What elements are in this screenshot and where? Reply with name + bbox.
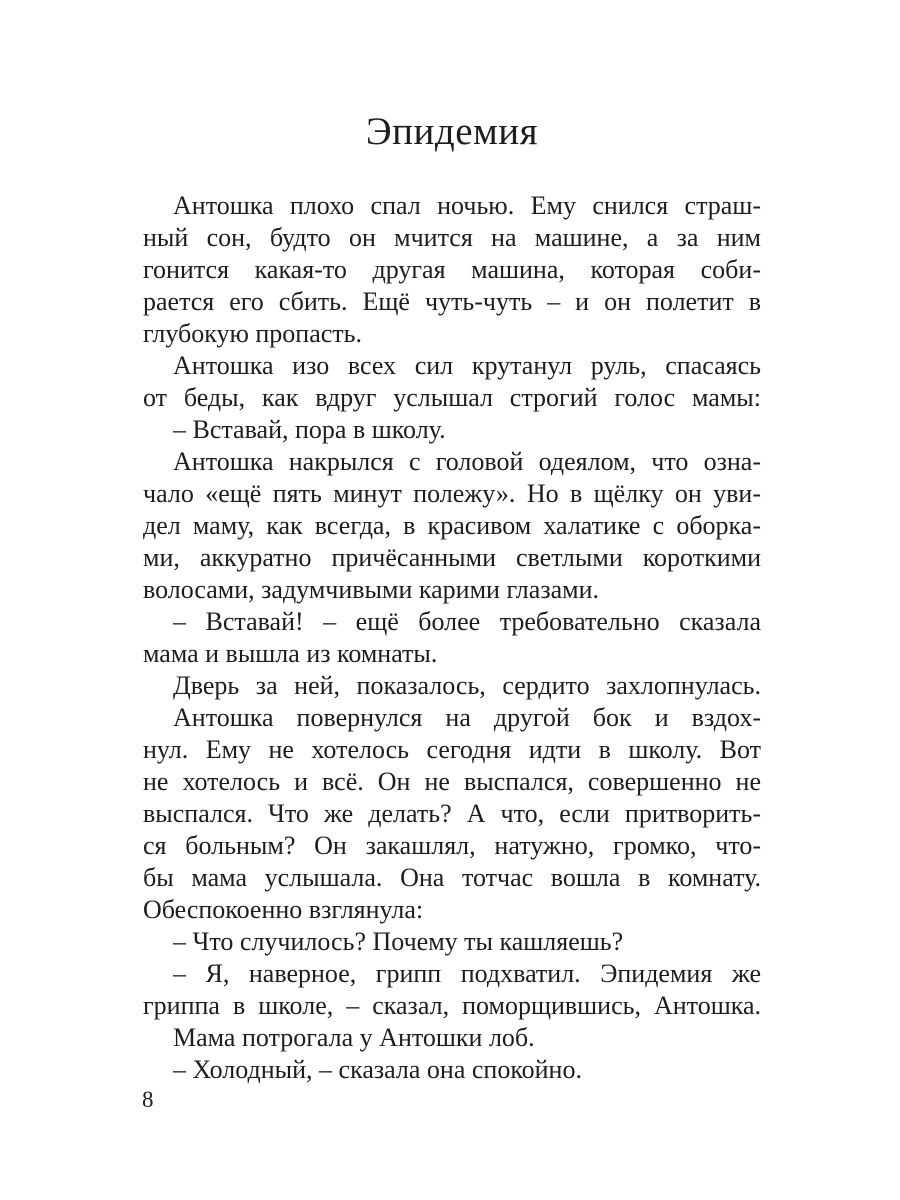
text-line: Антошка повернулся на другой бок и вздох- [173, 703, 761, 732]
page-number: 8 [142, 1087, 154, 1112]
text-line: – Вставай, пора в школу. [173, 415, 446, 444]
text-line: Антошка плохо спал ночью. Ему снился страш- [173, 191, 761, 220]
text-line: бы мама услышала. Она тотчас вошла в комнату. [143, 863, 761, 892]
text-line: Антошка изо всех сил крутанул руль, спасаясь [173, 351, 761, 380]
text-line: гонится какая-то другая машина, которая соби- [143, 255, 761, 284]
text-line: ся больным? Он закашлял, натужно, громко, что- [143, 831, 761, 860]
text-line: выспался. Что же делать? А что, если притворить- [143, 799, 761, 828]
text-line: глубокую пропасть. [143, 319, 363, 348]
text-line: мама и вышла из комнаты. [143, 639, 438, 668]
text-line: нул. Ему не хотелось сегодня идти в школу. Вот [143, 735, 761, 764]
text-line: Антошка накрылся с головой одеялом, что озна- [173, 447, 761, 476]
text-line: не хотелось и всё. Он не выспался, совершенно не [143, 767, 761, 796]
text-line: гриппа в школе, – сказал, поморщившись, Антошка. [143, 991, 761, 1020]
text-line: рается его сбить. Ещё чуть-чуть – и он полетит в [143, 287, 761, 316]
text-line: волосами, задумчивыми карими глазами. [143, 575, 599, 604]
text-line: дел маму, как всегда, в красивом халатике с оборка- [143, 511, 761, 540]
text-line: – Холодный, – сказала она спокойно. [173, 1055, 582, 1084]
text-line: Мама потрогала у Антошки лоб. [173, 1023, 535, 1052]
text-line: – Вставай! – ещё более требовательно сказала [173, 607, 761, 636]
text-line: Дверь за ней, показалось, сердито захлопнулась. [173, 671, 761, 700]
text-line: – Я, наверное, грипп подхватил. Эпидемия же [173, 959, 761, 988]
story-text [143, 190, 761, 1086]
text-line: чало «ещё пять минут полежу». Но в щёлку он уви- [143, 479, 761, 508]
text-line: от беды, как вдруг услышал строгий голос мамы: [143, 383, 761, 412]
text-line: – Что случилось? Почему ты кашляешь? [173, 927, 624, 956]
page-title: Эпидемия [365, 110, 539, 153]
text-line: ный сон, будто он мчится на машине, а за ним [143, 223, 761, 252]
text-line: Обеспокоенно взглянула: [143, 895, 424, 924]
text-line: ми, аккуратно причёсанными светлыми короткими [143, 543, 761, 572]
